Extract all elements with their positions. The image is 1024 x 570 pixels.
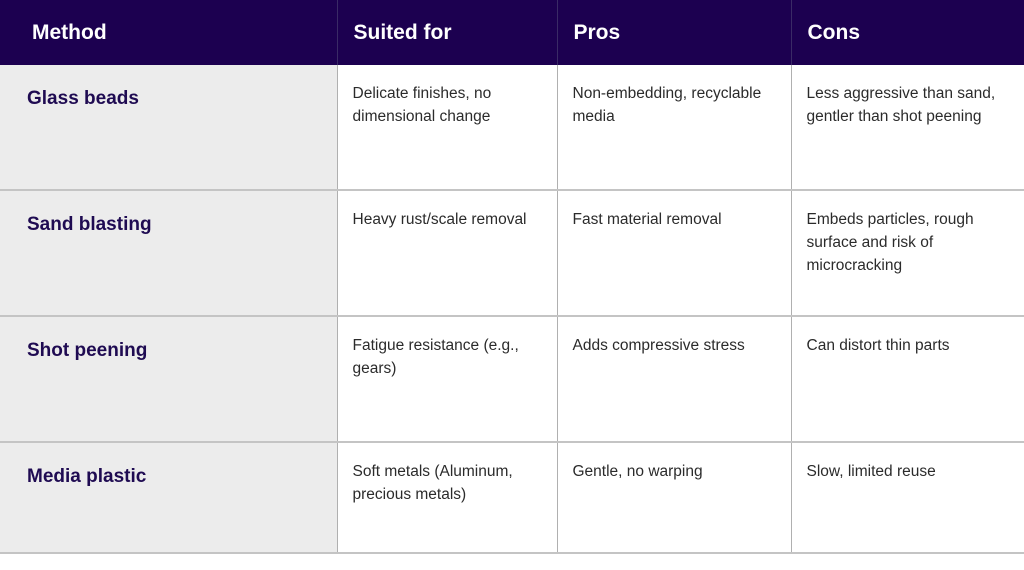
suited-for-text: Fatigue resistance (e.g., gears) — [352, 337, 519, 377]
method-cell — [0, 190, 337, 316]
table-row — [0, 316, 1024, 442]
table-header-row — [0, 0, 1024, 65]
suited-for-text: Delicate finishes, no dimensional change — [352, 85, 492, 125]
cons-text: Can distort thin parts — [806, 337, 950, 354]
pros-text: Adds compressive stress — [572, 337, 745, 354]
cons-text: Embeds particles, rough surface and risk of microcracking — [806, 211, 974, 274]
pros-cell — [557, 316, 791, 442]
cons-text: Slow, limited reuse — [806, 463, 936, 480]
table-row — [0, 190, 1024, 316]
column-header-method: Method — [0, 0, 337, 65]
pros-text: Non-embedding, recyclable media — [572, 85, 762, 125]
method-label: Shot peening — [27, 340, 148, 361]
pros-cell — [557, 190, 791, 316]
column-header-pros: Pros — [557, 0, 791, 65]
cons-cell — [791, 65, 1024, 190]
method-cell — [0, 316, 337, 442]
column-header-cons: Cons — [791, 0, 1024, 65]
suited-for-text: Heavy rust/scale removal — [352, 211, 527, 228]
cons-text: Less aggressive than sand, gentler than shot peening — [806, 85, 996, 125]
cons-cell — [791, 190, 1024, 316]
suited-for-cell — [337, 65, 557, 190]
suited-for-cell — [337, 442, 557, 553]
pros-text: Fast material removal — [572, 211, 722, 228]
cons-cell — [791, 316, 1024, 442]
method-cell — [0, 65, 337, 190]
pros-cell — [557, 442, 791, 553]
suited-for-text: Soft metals (Aluminum, precious metals) — [352, 463, 513, 503]
method-cell — [0, 442, 337, 553]
suited-for-cell — [337, 190, 557, 316]
method-label: Glass beads — [27, 88, 139, 109]
suited-for-cell — [337, 316, 557, 442]
table-row — [0, 65, 1024, 190]
cons-cell — [791, 442, 1024, 553]
method-label: Sand blasting — [27, 214, 152, 235]
column-header-suited-for: Suited for — [337, 0, 557, 65]
pros-text: Gentle, no warping — [572, 463, 703, 480]
pros-cell — [557, 65, 791, 190]
method-label: Media plastic — [27, 466, 147, 487]
table-row — [0, 442, 1024, 553]
